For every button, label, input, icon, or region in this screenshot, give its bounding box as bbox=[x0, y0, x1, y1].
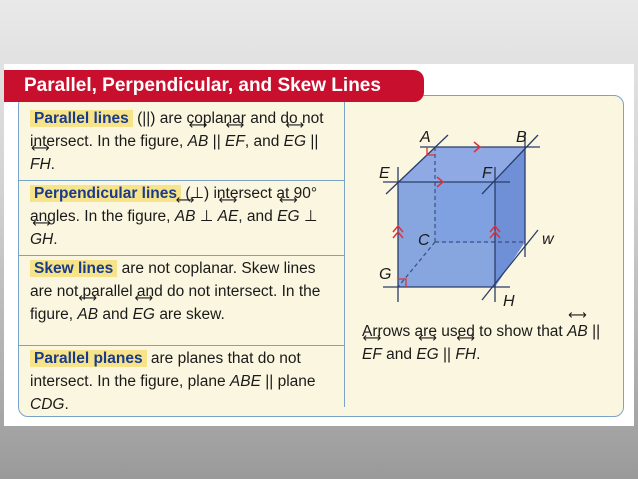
plane-text: plane bbox=[277, 373, 316, 390]
plane-abe: ABE bbox=[229, 373, 261, 390]
period: . bbox=[50, 156, 55, 173]
label-h: H bbox=[503, 293, 515, 310]
line-ef: ⟷ EF bbox=[362, 343, 382, 366]
line-ab: ⟷ AB bbox=[188, 130, 209, 153]
label-g: G bbox=[379, 266, 392, 283]
caption-text: Arrows are used to show that bbox=[362, 323, 563, 340]
line-eg: ⟷ EG bbox=[133, 303, 155, 326]
parallel-lines-section bbox=[30, 107, 342, 176]
section-divider bbox=[18, 180, 344, 181]
line-eg: ⟷ EG bbox=[416, 343, 438, 366]
parallel-sign: || bbox=[443, 346, 452, 363]
label-w: w bbox=[542, 231, 554, 248]
label-a: A bbox=[420, 129, 431, 146]
term-parallel-planes: Parallel planes bbox=[30, 350, 147, 367]
parallel-sign: || bbox=[212, 133, 221, 150]
term-skew-lines: Skew lines bbox=[30, 260, 117, 277]
figure-caption bbox=[362, 320, 622, 366]
plane-cdg: CDG bbox=[30, 396, 65, 413]
parallel-sign: || bbox=[310, 133, 319, 150]
line-ef: ⟷ EF bbox=[225, 130, 245, 153]
line-ae: ⟷ AE bbox=[218, 205, 239, 228]
line-ab: ⟷ AB bbox=[567, 320, 588, 343]
parallel-symbol: (||) bbox=[137, 110, 156, 127]
perpendicular-lines-section bbox=[30, 182, 342, 251]
label-e: E bbox=[379, 165, 390, 182]
period: . bbox=[53, 231, 58, 248]
and-text: and bbox=[253, 133, 280, 150]
parallel-planes-text: are planes that do not intersect. In the figure, plane bbox=[30, 350, 301, 390]
page-title: Parallel, Perpendicular, and Skew Lines bbox=[4, 70, 424, 102]
label-f: F bbox=[482, 165, 492, 182]
perpendicular-lines-text: intersect at 90° angles. In the figure, bbox=[30, 185, 318, 225]
line-ab: ⟷ AB bbox=[175, 205, 196, 228]
cube-figure bbox=[350, 120, 600, 315]
and-text: and bbox=[102, 306, 129, 323]
label-b: B bbox=[516, 129, 527, 146]
comma: , bbox=[244, 133, 250, 150]
skew-lines-text: are not coplanar. Skew lines are not parallel and do not intersect. In the figure, bbox=[30, 260, 321, 323]
parallel-sign: || bbox=[265, 373, 274, 390]
perpendicular-symbol: (⊥) bbox=[185, 185, 210, 202]
period: . bbox=[476, 346, 481, 363]
line-ab: ⟷ AB bbox=[77, 303, 98, 326]
skew-lines-text-end: are skew. bbox=[159, 306, 225, 323]
period: . bbox=[64, 396, 69, 413]
section-divider bbox=[18, 255, 344, 256]
parallel-sign: || bbox=[592, 323, 601, 340]
and-text: and bbox=[246, 208, 273, 225]
line-fh: ⟷ FH bbox=[30, 153, 51, 176]
and-text: and bbox=[386, 346, 412, 363]
line-gh: ⟷ GH bbox=[30, 228, 53, 251]
line-fh: ⟷ FH bbox=[455, 343, 476, 366]
cube-front-face bbox=[398, 182, 495, 287]
skew-lines-section bbox=[30, 257, 342, 326]
term-perpendicular-lines: Perpendicular lines bbox=[30, 185, 181, 202]
parallel-lines-text: are coplanar and do not intersect. In the figure, bbox=[30, 110, 324, 150]
column-divider bbox=[344, 95, 345, 407]
comma: , bbox=[238, 208, 243, 225]
perpendicular-sign: ⊥ bbox=[303, 208, 318, 225]
term-parallel-lines: Parallel lines bbox=[30, 110, 133, 127]
perpendicular-sign: ⊥ bbox=[199, 208, 214, 225]
parallel-planes-section bbox=[30, 347, 342, 416]
section-divider bbox=[18, 345, 344, 346]
line-eg: ⟷ EG bbox=[284, 130, 306, 153]
label-c: C bbox=[418, 232, 430, 249]
line-eg: ⟷ EG bbox=[277, 205, 299, 228]
